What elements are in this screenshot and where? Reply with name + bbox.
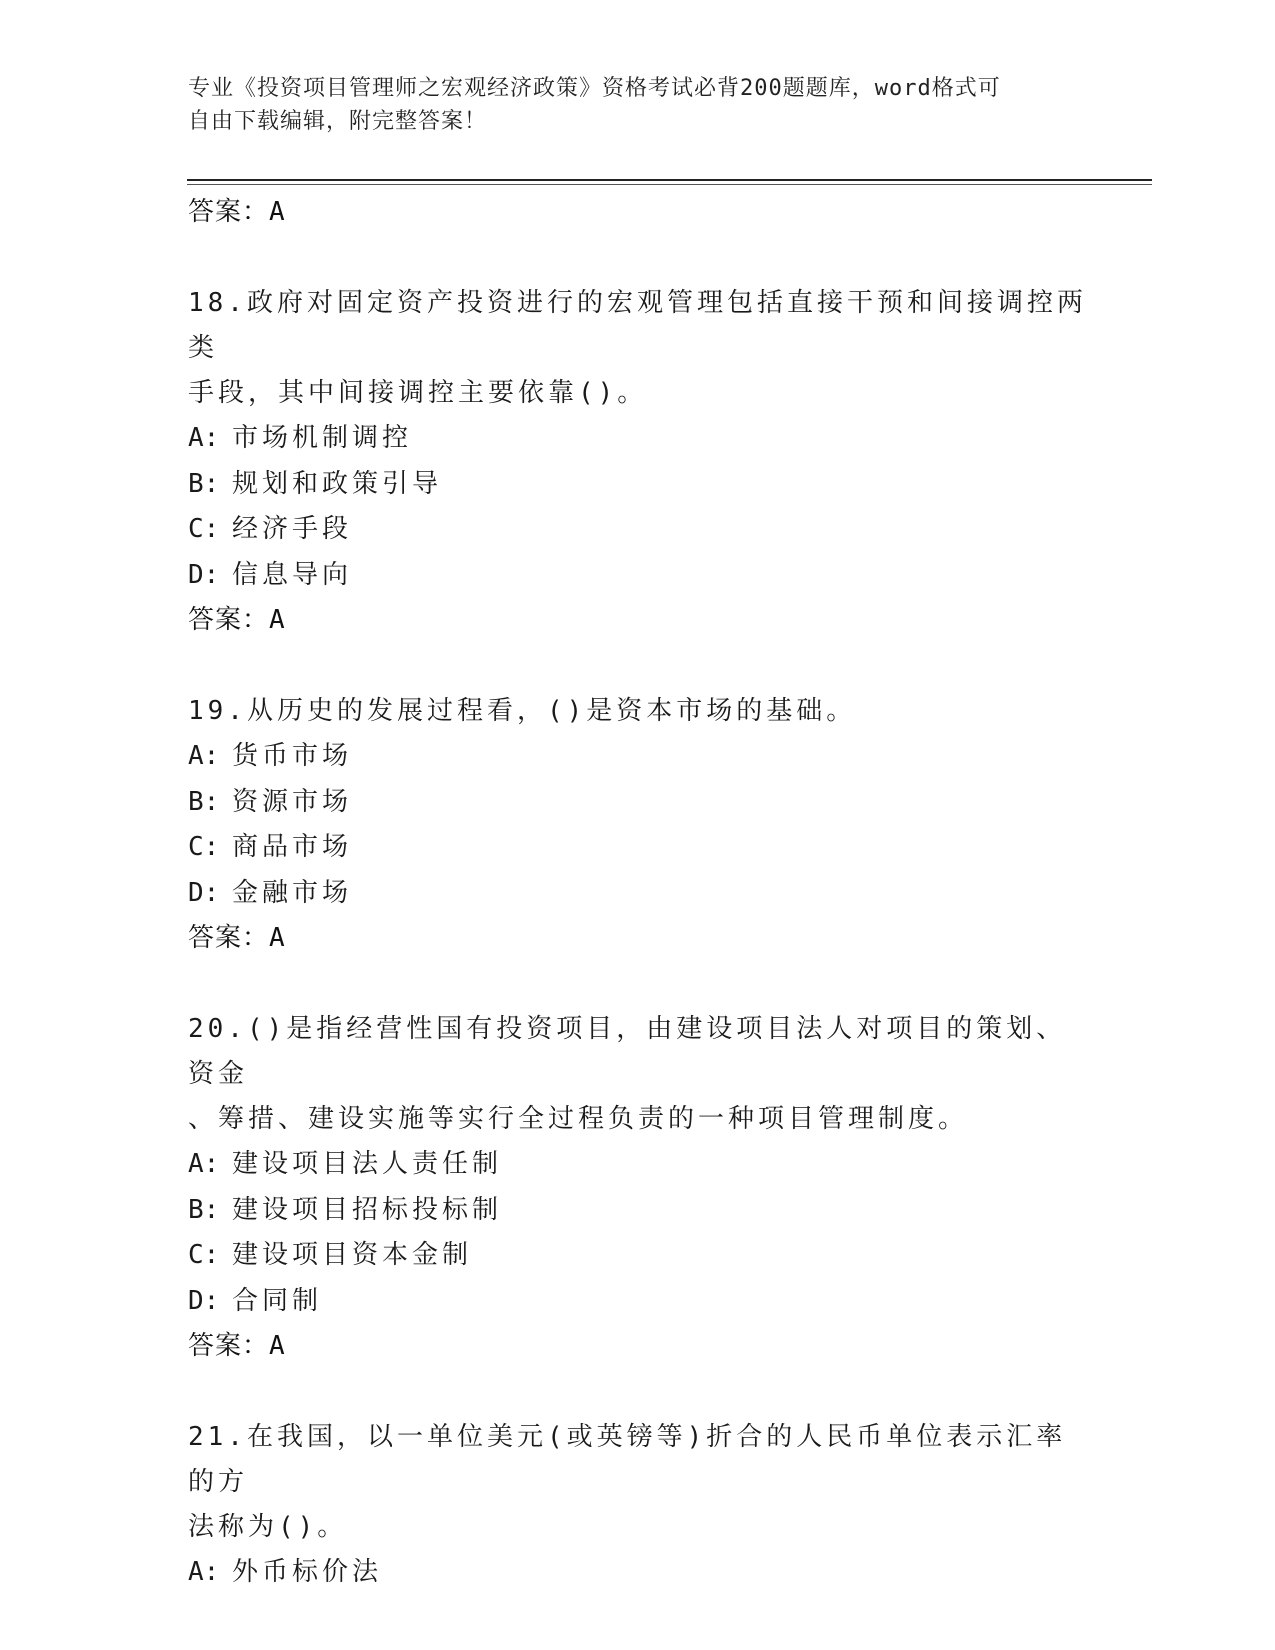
question-list (188, 190, 1088, 1596)
option-text: 金融市场 (232, 877, 353, 908)
option-text: 外币标价法 (232, 1557, 383, 1587)
option-key: D: (188, 559, 220, 590)
question-stem-line: 21.在我国，以一单位美元(或英镑等)折合的人民币单位表示汇率的方 (188, 1422, 1067, 1497)
option-a (188, 1550, 1088, 1596)
option-key: B: (188, 786, 220, 817)
option-key: B: (188, 468, 220, 499)
question-18 (188, 281, 1088, 643)
option-d (188, 553, 1088, 599)
option-b (188, 1188, 1088, 1234)
option-key: A: (188, 1149, 220, 1179)
answer-label: 答案： (188, 923, 270, 953)
option-text: 信息导向 (232, 559, 353, 590)
option-d (188, 1279, 1088, 1325)
header-line-1: 专业《投资项目管理师之宏观经济政策》资格考试必背200题题库，word格式可 (188, 76, 1001, 101)
question-stem-line: 20.()是指经营性国有投资项目，由建设项目法人对项目的策划、资金 (188, 1014, 1067, 1089)
option-b (188, 462, 1088, 508)
question-20 (188, 1007, 1088, 1369)
option-c (188, 507, 1088, 553)
option-a (188, 1142, 1088, 1188)
option-key: A: (188, 741, 220, 771)
option-key: C: (188, 1240, 220, 1270)
answer-value: A (269, 1331, 286, 1361)
answer-line (188, 190, 1088, 235)
header-line-2: 自由下载编辑，附完整答案！ (188, 109, 488, 134)
option-text: 货币市场 (232, 741, 353, 771)
answer-value: A (269, 605, 286, 635)
option-text: 市场机制调控 (232, 423, 413, 453)
question-21 (188, 1415, 1088, 1596)
option-a (188, 734, 1088, 780)
option-a (188, 416, 1088, 462)
option-b (188, 780, 1088, 826)
option-key: A: (188, 1557, 220, 1587)
option-key: D: (188, 1285, 220, 1316)
question-stem-line: 19.从历史的发展过程看，()是资本市场的基础。 (188, 696, 857, 726)
answer-value: A (269, 923, 286, 953)
option-text: 合同制 (232, 1285, 323, 1316)
option-text: 建设项目招标投标制 (232, 1194, 503, 1225)
option-text: 资源市场 (232, 786, 353, 817)
option-text: 建设项目资本金制 (232, 1240, 473, 1270)
answer-line (188, 598, 1088, 643)
answer-line (188, 1324, 1088, 1369)
header-divider-thick (187, 179, 1152, 181)
option-key: A: (188, 423, 220, 453)
header-divider-thin (187, 184, 1152, 185)
option-text: 规划和政策引导 (232, 468, 443, 499)
option-key: C: (188, 514, 220, 544)
answer-label: 答案： (188, 197, 270, 227)
answer-value: A (269, 197, 286, 227)
answer-label: 答案： (188, 1331, 270, 1361)
option-key: C: (188, 832, 220, 862)
answer-line (188, 916, 1088, 961)
option-d (188, 871, 1088, 917)
option-text: 经济手段 (232, 514, 353, 544)
option-key: B: (188, 1194, 220, 1225)
question-19 (188, 689, 1088, 961)
option-c (188, 1233, 1088, 1279)
question-stem-line: 法称为()。 (188, 1512, 348, 1542)
question-stem-line: 、筹措、建设实施等实行全过程负责的一种项目管理制度。 (188, 1104, 969, 1134)
option-text: 商品市场 (232, 832, 353, 862)
option-c (188, 825, 1088, 871)
question-stem-line: 手段，其中间接调控主要依靠()。 (188, 378, 648, 408)
page-header (188, 72, 1088, 138)
option-text: 建设项目法人责任制 (232, 1149, 503, 1179)
question-stem-line: 18.政府对固定资产投资进行的宏观管理包括直接干预和间接调控两类 (188, 288, 1087, 363)
answer-label: 答案： (188, 605, 270, 635)
option-key: D: (188, 877, 220, 908)
